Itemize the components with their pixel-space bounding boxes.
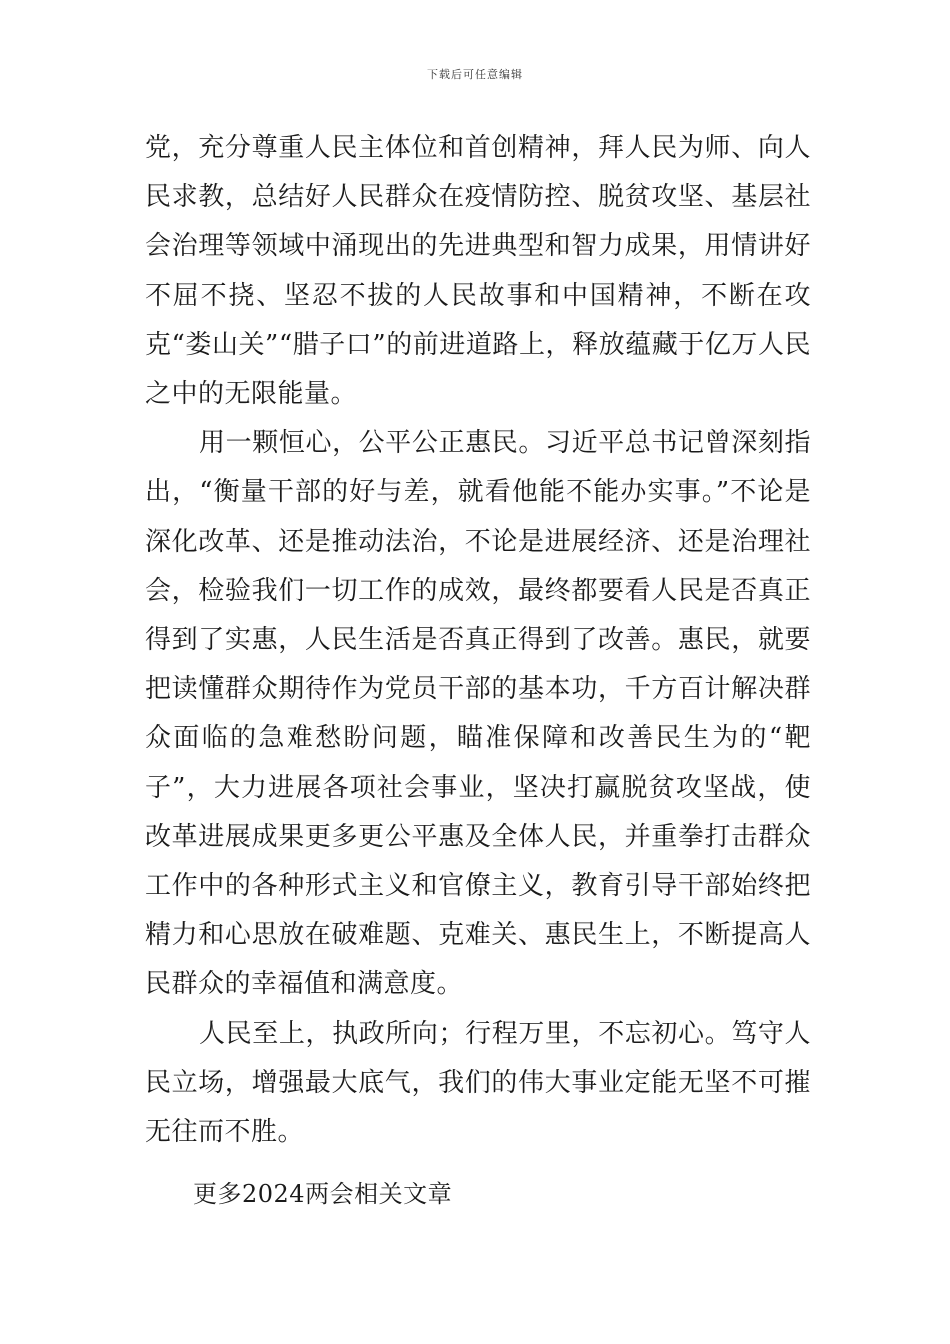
article-body bbox=[145, 124, 811, 1157]
paragraph-conclusion: 人民至上，执政所向；行程万里，不忘初心。笃守人民立场，增强最大底气，我们的伟大事业定能无坚不可摧无往而不胜。 bbox=[145, 1018, 811, 1148]
page-header: 下载后可任意编辑 bbox=[427, 68, 523, 81]
paragraph-continued: 党，充分尊重人民主体位和首创精神，拜人民为师、向人民求教，总结好人民群众在疫情防控、脱贫攻坚、基层社会治理等领域中涌现出的先进典型和智力成果，用情讲好不屈不挠、坚忍不拔的人民故事和中国精神，不断在攻克“娄山关”“腊子口”的前进道路上，释放蕴藏于亿万人民之中的无限能量。 bbox=[145, 133, 811, 410]
more-articles-link[interactable]: 更多2024两会相关文章 bbox=[193, 1180, 453, 1208]
paragraph-benefit-people: 用一颗恒心，公平公正惠民。习近平总书记曾深刻指出，“衡量干部的好与差，就看他能不能办实事。”不论是深化改革、还是推动法治，不论是进展经济、还是治理社会，检验我们一切工作的成效，最终都要看人民是否真正得到了实惠，人民生活是否真正得到了改善。惠民，就要把读懂群众期待作为党员干部的基本功，千方百计解决群众面临的急难愁盼问题，瞄准保障和改善民生为的“靶子”，大力进展各项社会事业，坚决打赢脱贫攻坚战，使改革进展成果更多更公平惠及全体人民，并重拳打击群众工作中的各种形式主义和官僚主义，教育引导干部始终把精力和心思放在破难题、克难关、惠民生上，不断提高人民群众的幸福值和满意度。 bbox=[145, 428, 811, 1000]
